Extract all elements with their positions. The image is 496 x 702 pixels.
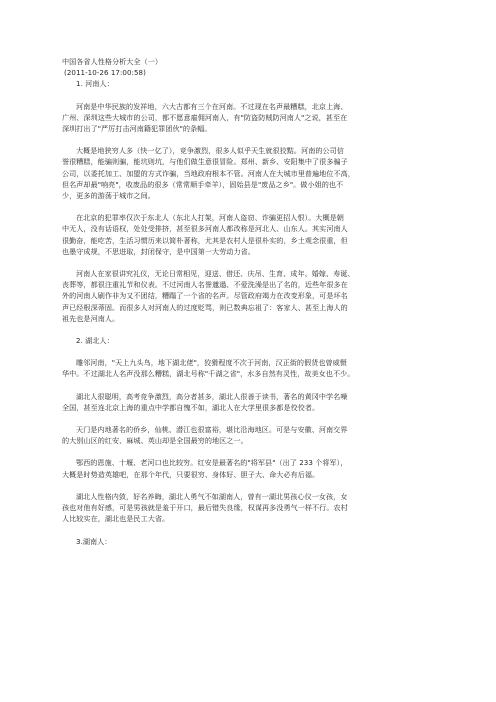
paragraph-line: 祖先也是河南人。 — [62, 313, 120, 323]
paragraph-line: 也墨守成规，不思进取，封闭保守，是中国第一大劳动力省。 — [62, 246, 255, 256]
paragraph-line: 广州、深圳这些大城市的公司，都不愿意雇佣河南人，有"防盗防贼防河南人"之说，甚至在 — [62, 112, 348, 122]
paragraph-line: 全国，甚至连北京上海的重点中学都自愧不如，湖北人在大学里很多都是佼佼者。 — [62, 402, 320, 412]
paragraph-line: 天门是内地著名的侨乡，仙桃、潜江也很富裕，堪比沿海地区。可是与安徽、河南交界 — [76, 425, 348, 435]
paragraph-line: 人比较实在，湖北也是民工大省。 — [62, 514, 170, 524]
paragraph — [62, 268, 438, 324]
paragraph-line: 大概是时势造英雄吧，在那个年代，只要很穷、身体好、胆子大、命大必有后福。 — [62, 469, 320, 479]
paragraph-line: 雕邻河南，"天上九头鸟，地下湖北佬"，狡猾程度不次于河南，汉正街的假货也曾威慑 — [76, 358, 347, 368]
paragraph-line: 很勤奋，能吃苦，生活习惯历来以简朴著称，尤其是农村人是很朴实的，乡土观念很重，但 — [62, 235, 348, 245]
paragraph-line: 华中。不过湖北人名声没那么糟糕，湖北号称"千湖之省"，水多自然有灵性，故美女也不少。 — [62, 369, 355, 379]
paragraph-line: 孩也对他有好感，可是男孩就是羞于开口，最后错失良缘，权谋再多没勇气一样不行。农村 — [62, 503, 348, 513]
paragraph-line: 外的河南人刷作非为又不团结，糟蹋了一个省的名声。尽管政府竭力在改变形象，可是坏名 — [62, 291, 348, 301]
paragraph-line: 河南是中华民族的发祥地，六大古都有三个在河南。不过现在名声最糟糕，北京上海、 — [76, 101, 348, 111]
paragraph-line: 声已经根深蒂固。而很多人对河南人的过度贬骂，则已数典忘祖了：客家人、甚至上海人的 — [62, 302, 348, 312]
document-title: 中国各省人性格分析大全（一） — [62, 57, 163, 66]
paragraph-line: 丧葬等，都很注重礼节和仪表。不过河南人名誉邋遢、不爱洗澡是出了名的，近些年很多在 — [62, 280, 348, 290]
paragraph-line: 河南人在家很讲究礼仪，无论日常相见，迎送、借还、庆吊、生育、成年、婚嫁、寿诞、 — [76, 269, 355, 279]
section-heading: 1. 河南人： — [76, 79, 114, 89]
paragraph-line: 的大别山区的红安、麻城、英山却是全国最穷的地区之一。 — [62, 436, 248, 446]
document-page — [62, 56, 438, 547]
paragraph — [62, 357, 438, 379]
section-heading: 2. 湖北人： — [76, 336, 114, 346]
paragraph-line: 鄂西的恩施、十堰、老河口也比较穷。红安是最著名的"将军县"（出了 233 个将军）， — [76, 458, 348, 468]
paragraph-line: 中无人，没有话语权，处处受排挤，甚至很多河南人都改称是河北人、山东人。其实河南人 — [62, 224, 348, 234]
paragraph — [62, 212, 438, 257]
paragraph — [62, 101, 438, 135]
paragraph-line: 誉很糟糕，能骗则骗，能坑则坑，与他们做生意很冒险。郑州、新乡、安阳集中了很多骗子 — [62, 157, 348, 167]
paragraph — [62, 391, 438, 413]
paragraph-line: 湖北人很聪明，高考竞争激烈，高分者甚多，湖北人很善于读书，著名的黄冈中学名噪 — [76, 391, 348, 401]
section-heading: 3.湖南人： — [76, 536, 112, 546]
paragraph-line: 公司，以委托加工、加盟的方式诈骗，当地政府根本不管。河南人在大城市里普遍地位不高， — [62, 168, 355, 178]
paragraph — [62, 457, 438, 479]
paragraph — [62, 424, 438, 446]
paragraph-line: 但名声却最"响亮"，收废品的很多（常常顺手牵羊），固始县是"废品之乡"。做小姐的也不 — [62, 179, 344, 189]
paragraph-line: 在北京的犯罪率仅次于东北人（东北人打架，河南人盗窃、诈骗更招人恨）。大概是朝 — [76, 213, 344, 223]
paragraph — [62, 491, 438, 525]
paragraph-line: 大概是地狭穷人多（快一亿了），竞争激烈，很多人似乎天生就很狡黠。河南的公司信 — [76, 146, 344, 156]
paragraph-line: 湖北人性格内敛，好名养晦，湖北人勇气不如湖南人，曾有一湖北男孩心仪一女孩，女 — [76, 491, 348, 501]
paragraph — [62, 145, 438, 201]
document-date: (2011-10-26 17:00:58) — [64, 68, 146, 78]
paragraph-line: 少，更多的游荡于城市之间。 — [62, 191, 155, 201]
paragraph-line: 深圳打出了"严厉打击河南籍犯罪团伙"的条幅。 — [62, 124, 212, 134]
